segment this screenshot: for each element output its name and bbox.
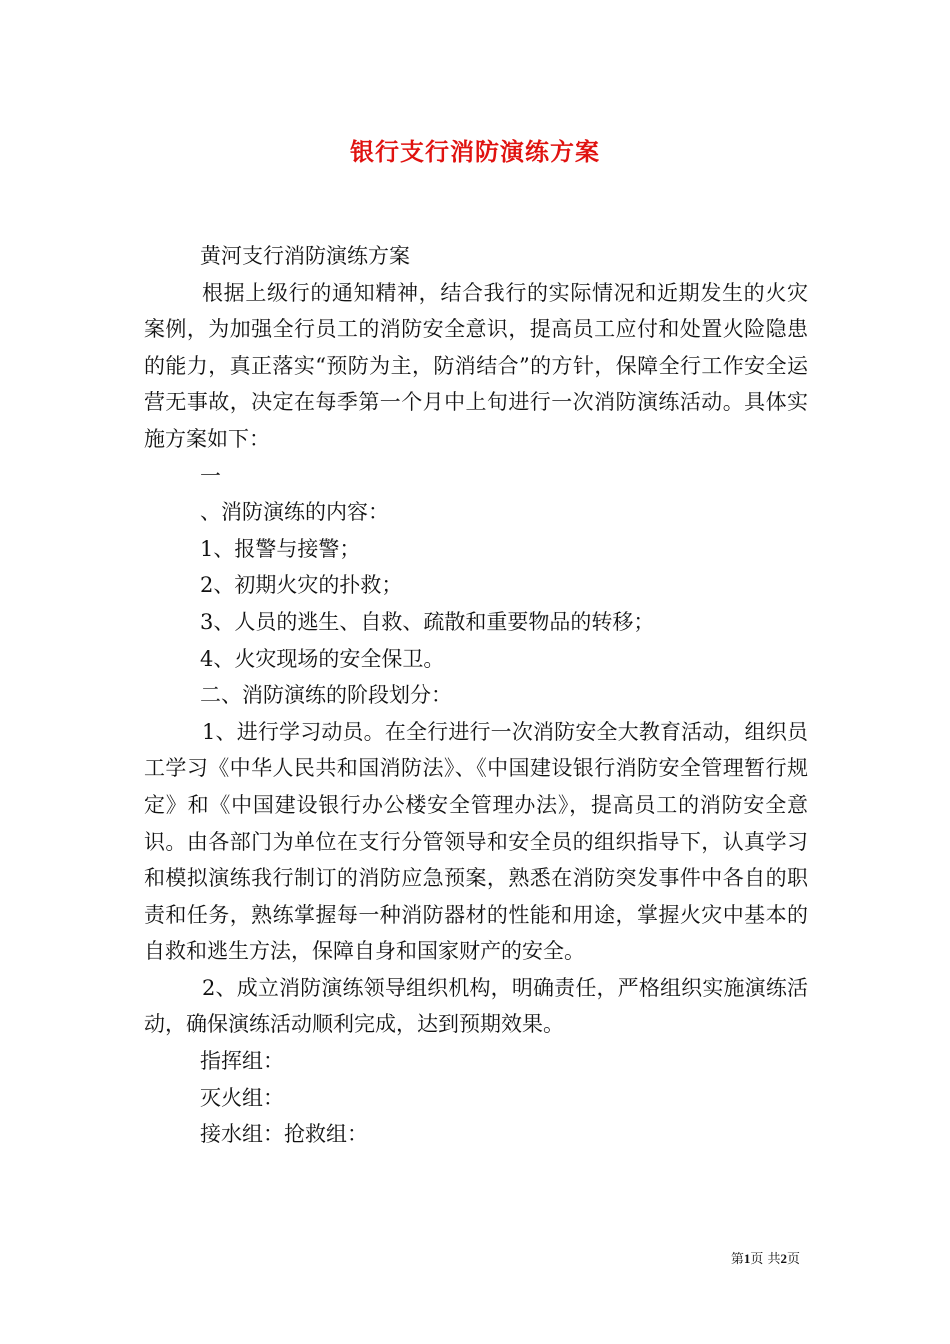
paragraph-group: 指挥组： [200, 1049, 284, 1074]
paragraph-list-item: 2、初期火灾的扑救； [200, 573, 403, 598]
footer-page-number: 1 [743, 1251, 751, 1266]
footer-prefix: 第 [730, 1252, 744, 1267]
paragraph-group: 灭火组： [200, 1085, 284, 1110]
footer-total-pages: 2 [780, 1251, 787, 1266]
footer-suffix: 页 [786, 1252, 800, 1267]
paragraph-body: 1、进行学习动员。在全行进行一次消防安全大教育活动，组织员工学习《中华人民共和国消防法》、《中国建设银行消防安全管理暂行规定》和《中国建设银行办公楼安全管理办法》，提高员工的消防安全意识。由各部门为单位在支行分管领导和安全员的组织指导下，认真学习和模拟演练我行制订的消防应急预案，熟悉在消防突发事件中各自的职责和任务，熟练掌握每一种消防器材的性能和用途，掌握火灾中基本的自救和逃生方法，保障自身和国家财产的安全。 [144, 719, 808, 964]
document-body [144, 238, 808, 1153]
paragraph-intro: 根据上级行的通知精神，结合我行的实际情况和近期发生的火灾案例，为加强全行员工的消防安全意识，提高员工应付和处置火险隐患的能力，真正落实“预防为主，防消结合”的方针，保障全行工作安全运营无事故，决定在每季第一个月中上旬进行一次消防演练活动。具体实施方案如下： [144, 280, 808, 451]
paragraph-section-title: 、消防演练的内容： [200, 500, 389, 525]
paragraph-list-item: 4、火灾现场的安全保卫。 [200, 646, 445, 671]
paragraph-list-item: 3、人员的逃生、自救、疏散和重要物品的转移； [200, 609, 655, 634]
paragraph-section-title: 二、消防演练的阶段划分： [200, 683, 452, 708]
paragraph-group: 接水组：抢救组： [200, 1122, 368, 1147]
page-footer [731, 1248, 800, 1267]
document-title: 银行支行消防演练方案 [350, 137, 600, 166]
paragraph-heading: 黄河支行消防演练方案 [200, 244, 410, 268]
paragraph-section-number: 一 [200, 463, 221, 488]
footer-middle: 页 共 [750, 1252, 781, 1267]
paragraph-list-item: 1、报警与接警； [200, 536, 361, 561]
paragraph-body: 2、成立消防演练领导组织机构，明确责任，严格组织实施演练活动，确保演练活动顺利完成，达到预期效果。 [144, 975, 808, 1037]
